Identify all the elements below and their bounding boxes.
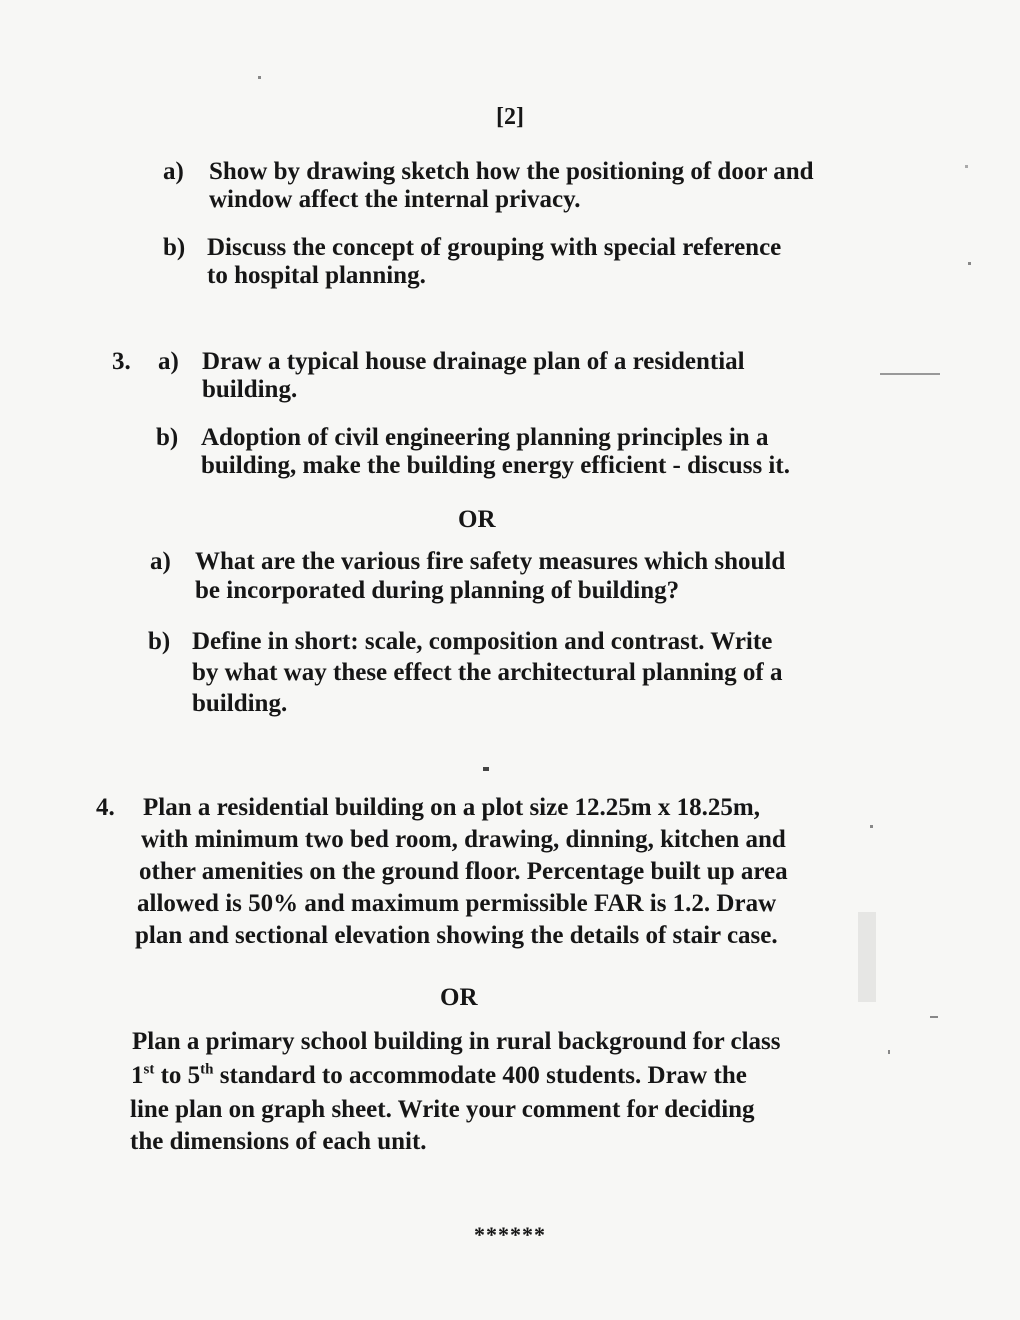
q3-alt-b-line3: building. <box>192 690 288 717</box>
q3-part-b <box>156 424 876 484</box>
q4-number: 4. <box>96 794 115 821</box>
q3-alt-part-b <box>148 628 868 718</box>
q2-a-line1: Show by drawing sketch how the positioning of door and <box>209 158 814 185</box>
q2-part-b <box>163 234 883 294</box>
q4-line4: allowed is 50% and maximum permissible FAR is 1.2. Draw <box>137 890 777 917</box>
q4-line1: Plan a residential building on a plot size 12.25m x 18.25m, <box>143 794 760 821</box>
q4-alt-line1: Plan a primary school building in rural background for class <box>132 1028 781 1055</box>
q3-a-line1: Draw a typical house drainage plan of a residential <box>202 348 745 375</box>
q4-line3: other amenities on the ground floor. Percentage built up area <box>139 858 788 885</box>
scan-shadow <box>858 912 876 1002</box>
q3-b-label: b) <box>156 424 179 451</box>
q3-alt-a-line1: What are the various fire safety measures which should <box>195 548 786 575</box>
q3-or: OR <box>458 506 496 533</box>
scan-speck <box>888 1050 890 1054</box>
scan-speck <box>483 767 489 771</box>
q4-alt-line2: 1st to 5th standard to accommodate 400 students. Draw the <box>131 1061 747 1089</box>
page-number: [2] <box>496 104 524 130</box>
question-4 <box>96 794 856 964</box>
q3-part-a <box>112 348 872 408</box>
end-marker: ****** <box>474 1222 546 1247</box>
q3-alt-a-label: a) <box>150 548 171 575</box>
scan-speck <box>965 165 968 168</box>
q2-b-line1: Discuss the concept of grouping with special reference <box>207 234 782 261</box>
q2-b-line2: to hospital planning. <box>207 262 426 289</box>
scan-speck <box>258 76 261 79</box>
q3-a-line2: building. <box>202 376 298 403</box>
q2-a-line2: window affect the internal privacy. <box>209 186 581 213</box>
scan-dash <box>880 373 940 375</box>
q4-line2: with minimum two bed room, drawing, dinning, kitchen and <box>141 826 786 853</box>
question-4-alternative <box>130 1028 850 1168</box>
scan-speck <box>870 825 873 828</box>
scan-speck <box>930 1016 938 1018</box>
q4-line5: plan and sectional elevation showing the details of stair case. <box>135 922 778 949</box>
q4-alt-line3: line plan on graph sheet. Write your comment for deciding <box>130 1096 755 1123</box>
q4-or: OR <box>440 984 478 1011</box>
q3-b-line1: Adoption of civil engineering planning principles in a <box>201 424 769 451</box>
q3-alt-b-line1: Define in short: scale, composition and contrast. Write <box>192 628 773 655</box>
q3-alt-part-a <box>150 548 870 608</box>
q2-part-a <box>163 158 883 218</box>
q3-alt-a-line2: be incorporated during planning of building? <box>195 577 680 604</box>
q3-a-label: a) <box>158 348 179 375</box>
scan-speck <box>968 262 971 265</box>
q2-b-label: b) <box>163 234 186 261</box>
q3-number: 3. <box>112 348 131 375</box>
q3-alt-b-label: b) <box>148 628 171 655</box>
q4-alt-line4: the dimensions of each unit. <box>130 1128 427 1155</box>
q3-alt-b-line2: by what way these effect the architectural planning of a <box>192 659 783 686</box>
q3-b-line2: building, make the building energy efficient - discuss it. <box>201 452 790 479</box>
q2-a-label: a) <box>163 158 184 185</box>
